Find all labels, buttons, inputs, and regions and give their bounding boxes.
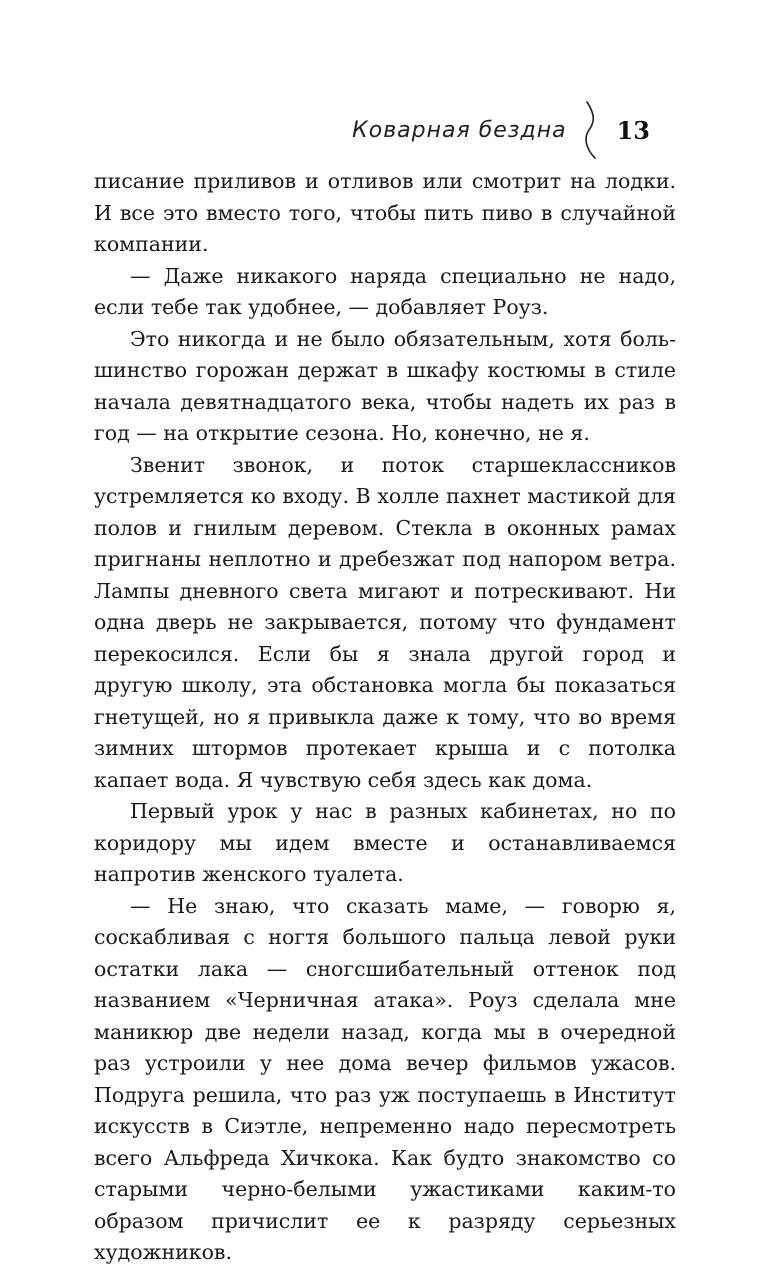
running-title: Коварная бездна	[352, 117, 567, 143]
paragraph: — Не знаю, что сказать маме, — говорю я, соскабливая с ногтя большого пальца левой руки остатки лака — сногсшибательный оттенок под названием «Черничная атака». Роуз сделала мне маникюр две недели назад, когда мы в очередной раз устроили у нее дома вечер фильмов ужасов. Подруга решила, что раз уж поступаешь в Институт искусств в Сиэтле, непременно надо пересмотреть всего Альфреда Хичкока. Как будто знакомство со старыми черно-белыми ужастиками каким-то образом причислит ее к разряду серьезных художников.	[94, 893, 676, 1264]
paragraph: Звенит звонок, и поток старшеклассников устремляется ко входу. В холле пахнет мастикой для полов и гнилым деревом. Стекла в оконных рамах пригнаны неплотно и дребезжат под напором ветра. Лампы дневного света мигают и потрескивают. Ни одна дверь не закрывается, потому что фундамент перекосился. Если бы я знала другой город и другую школу, эта обстановка могла бы показаться гнетущей, но я привыкла даже к тому, что во время зимних штормов протекает крыша и с потолка капает вода. Я чувствую себя здесь как дома.	[94, 452, 676, 792]
paragraph: Первый урок у нас в разных кабинетах, но по коридору мы идем вместе и останавливаемся напротив женского туалета.	[94, 799, 676, 886]
paragraph: — Даже никакого наряда специально не надо, если тебе так удобнее, — добавляет Роуз.	[94, 263, 676, 319]
page-number: 13	[616, 115, 650, 145]
running-head	[352, 100, 650, 160]
paragraph: Это никогда и не было обязательным, хотя большинство горожан держат в шкафу костюмы в стиле начала девятнадцатого века, чтобы надеть их раз в год — на открытие сезона. Но, конечно, не я.	[94, 326, 676, 445]
bracket-ornament-icon	[581, 100, 601, 160]
paragraph: писание приливов и отливов или смотрит на лодки. И все это вместо того, чтобы пить пиво в случайной компании.	[94, 169, 676, 256]
body-text	[94, 166, 676, 1269]
